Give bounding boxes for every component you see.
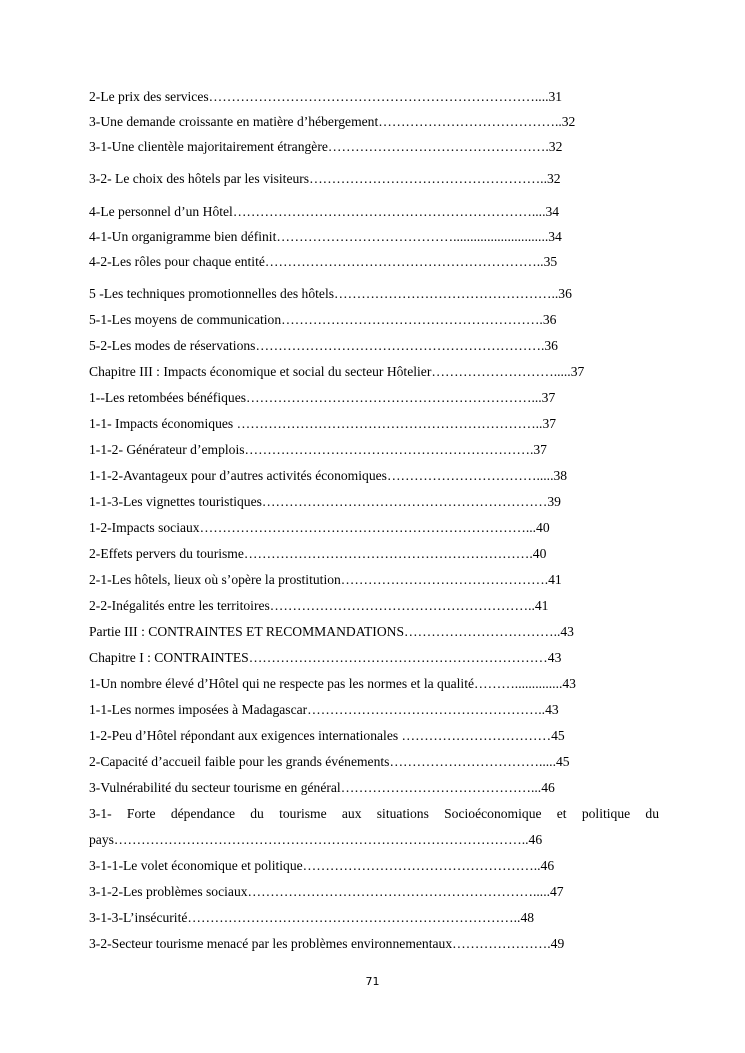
- toc-entry: 4-1-Un organigramme bien définit…………………………………............................34: [89, 229, 562, 244]
- toc-entry: 5-1-Les moyens de communication………………………………………………….36: [89, 312, 557, 327]
- spacer: [89, 157, 659, 169]
- toc-entry: 1-1-Les normes imposées à Madagascar……………………………………………..43: [89, 702, 559, 717]
- toc-entry: 3-Une demande croissante en matière d’hébergement…………………………………..32: [89, 114, 576, 129]
- toc-entry: 3-1- Forte dépendance du tourisme aux situations Socioéconomique et politique du: [89, 806, 659, 821]
- toc-entry: 2-2-Inégalités entre les territoires…………………………………………………..41: [89, 598, 549, 613]
- page-number: 71: [365, 975, 380, 988]
- toc-entry: 3-1-Une clientèle majoritairement étrangère………………………………………….32: [89, 139, 563, 154]
- toc-entry: 4-Le personnel d’un Hôtel…………………………………………………………....34: [89, 204, 560, 219]
- toc-entry: 5-2-Les modes de réservations……………………………………………………….36: [89, 338, 558, 353]
- toc-entry: 3-2- Le choix des hôtels par les visiteurs……………………………………………..32: [89, 171, 561, 186]
- toc-entry: 3-1-3-L’insécurité………………………………………………………………..48: [89, 910, 535, 925]
- toc-entry: 2-Le prix des services………………………………………………………………....31: [89, 89, 563, 104]
- toc-entry: 2-1-Les hôtels, lieux où s’opère la prostitution……………………………………….41: [89, 572, 562, 587]
- spacer: [89, 272, 659, 284]
- toc-entry: 1-2-Peu d’Hôtel répondant aux exigences internationales ……………………………45: [89, 728, 565, 743]
- toc-entry: Chapitre I : CONTRAINTES…………………………………………………………43: [89, 650, 562, 665]
- toc-entry: 2-Capacité d’accueil faible pour les grands événements…………………………….....45: [89, 754, 570, 769]
- toc-entry: 3-Vulnérabilité du secteur tourisme en général……………………………………...46: [89, 780, 555, 795]
- toc-entry: 1-Un nombre élevé d’Hôtel qui ne respecte pas les normes et la qualité………..............43: [89, 676, 576, 691]
- spacer: [89, 189, 659, 202]
- toc-entry: 1-1- Impacts économiques …………………………………………………………..37: [89, 416, 557, 431]
- toc-entry: Partie III : CONTRAINTES ET RECOMMANDATIONS……………………………..43: [89, 624, 574, 639]
- toc-entry: 1-1-3-Les vignettes touristiques………………………………………………………39: [89, 494, 561, 509]
- toc-entry: 3-2-Secteur tourisme menacé par les problèmes environnementaux………………….49: [89, 936, 565, 951]
- table-of-contents: [89, 87, 659, 954]
- toc-entry: 1-2-Impacts sociaux………………………………………………………………...40: [89, 520, 550, 535]
- toc-entry: 3-1-2-Les problèmes sociaux……………………………………………………….....47: [89, 884, 564, 899]
- toc-entry: 1--Les retombées bénéfiques………………………………………………………...37: [89, 390, 556, 405]
- toc-entry: 4-2-Les rôles pour chaque entité……………………………………………………..35: [89, 254, 558, 269]
- toc-entry: 2-Effets pervers du tourisme……………………………………………………….40: [89, 546, 547, 561]
- toc-entry: 3-1-1-Le volet économique et politique……………………………………………..46: [89, 858, 555, 873]
- toc-entry: 1-1-2-Avantageux pour d’autres activités économiques…………………………….....38: [89, 468, 568, 483]
- toc-entry: Chapitre III : Impacts économique et social du secteur Hôtelier……………………….....37: [89, 364, 585, 379]
- toc-entry: 1-1-2- Générateur d’emplois……………………………………………………….37: [89, 442, 547, 457]
- toc-entry: 5 -Les techniques promotionnelles des hôtels…………………………………………..36: [89, 286, 572, 301]
- toc-entry-continuation: pays………………………………………………………………………………..46: [89, 832, 543, 847]
